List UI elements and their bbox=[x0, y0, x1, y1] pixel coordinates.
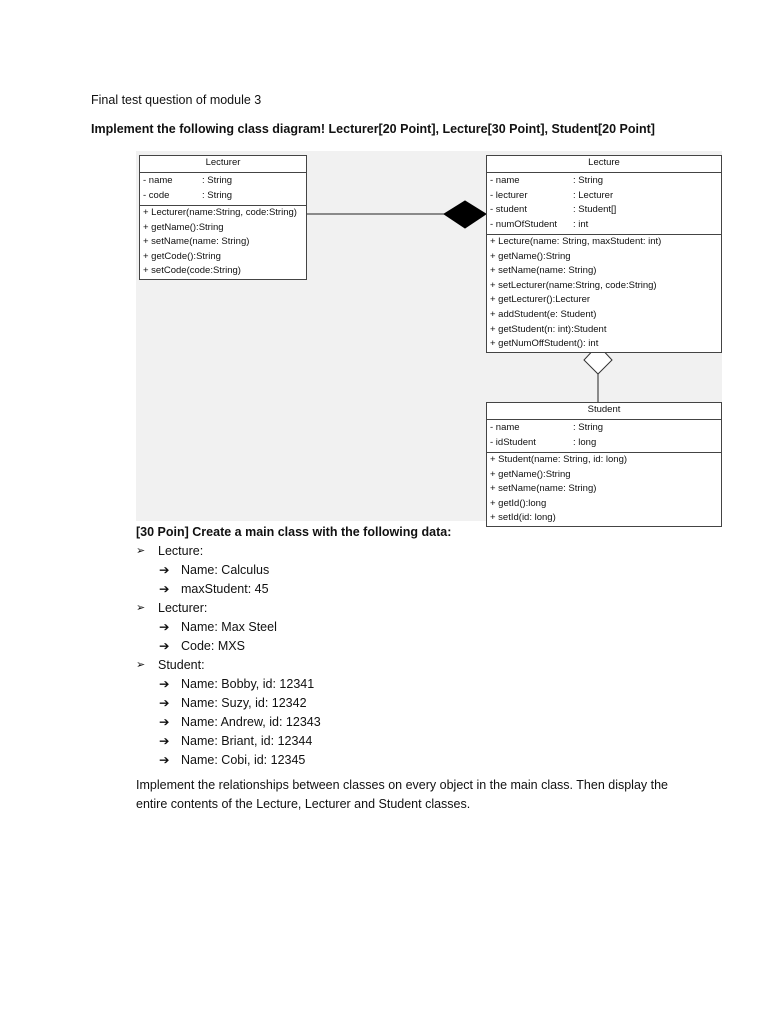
document-title: Final test question of module 3 bbox=[91, 93, 262, 107]
attribute-row bbox=[487, 174, 721, 189]
list-item-text: Name: Briant, id: 12344 bbox=[181, 734, 313, 748]
class-lecturer bbox=[139, 155, 307, 280]
attribute-type: : String bbox=[202, 175, 233, 186]
list-item-text: Name: Cobi, id: 12345 bbox=[181, 753, 306, 767]
method-row: + setId(id: long) bbox=[490, 512, 556, 524]
list-item-text: Name: Bobby, id: 12341 bbox=[181, 677, 315, 691]
group-label: Student: bbox=[158, 658, 205, 672]
class-lecturer-attributes bbox=[140, 173, 306, 206]
attribute-row bbox=[487, 218, 721, 233]
attribute-type: : Lecturer bbox=[573, 189, 614, 201]
method-row: + getName():String bbox=[143, 221, 224, 233]
composition-diamond bbox=[444, 201, 486, 228]
attribute-type: : Student[] bbox=[573, 204, 617, 215]
attribute-type: : int bbox=[573, 218, 589, 230]
attribute-name: - idStudent bbox=[490, 436, 536, 448]
method-row: + addStudent(e: Student) bbox=[490, 308, 597, 320]
list-item bbox=[136, 751, 451, 770]
class-lecturer-name: Lecturer bbox=[140, 156, 306, 173]
list-item bbox=[136, 713, 451, 732]
list-item bbox=[136, 732, 451, 751]
method-row: + setName(name: String) bbox=[490, 265, 597, 277]
group-lecture bbox=[136, 542, 451, 561]
class-student-methods bbox=[487, 453, 721, 526]
task-heading bbox=[136, 522, 451, 542]
attribute-row bbox=[140, 174, 306, 189]
group-label: Lecture: bbox=[158, 544, 204, 558]
method-row: + setLecturer(name:String, code:String) bbox=[490, 279, 657, 291]
closing-instruction: Implement the relationships between classes on every object in the main class. Then display the entire contents of the Lecture, Lecturer and Student classes. bbox=[136, 778, 669, 811]
class-lecture bbox=[486, 155, 722, 353]
list-item bbox=[136, 561, 451, 580]
attribute-name: - name bbox=[143, 175, 173, 186]
arrow-icon: ➔ bbox=[159, 620, 170, 634]
list-item-text: maxStudent: 45 bbox=[181, 582, 269, 596]
method-row: + getStudent(n: int):Student bbox=[490, 323, 607, 335]
attribute-name: - lecturer bbox=[490, 189, 528, 201]
class-student-name: Student bbox=[487, 403, 721, 420]
group-lecturer bbox=[136, 599, 451, 618]
instruction-text: Implement the following class diagram! Lecturer[20 Point], Lecture[30 Point], Student[20 Point] bbox=[91, 122, 655, 136]
attribute-name: - name bbox=[490, 422, 520, 433]
group-student bbox=[136, 656, 451, 675]
attribute-type: : String bbox=[573, 175, 604, 186]
arrow-icon: ➔ bbox=[159, 677, 170, 691]
class-student-attributes bbox=[487, 420, 721, 453]
list-item-text: Code: MXS bbox=[181, 639, 245, 653]
bullet-icon: ➢ bbox=[136, 602, 146, 614]
method-row: + Lecturer(name:String, code:String) bbox=[143, 207, 297, 218]
task-heading-text: Create a main class with the following data: bbox=[188, 525, 452, 539]
attribute-row bbox=[487, 421, 721, 436]
task-section bbox=[136, 522, 451, 770]
arrow-icon: ➔ bbox=[159, 753, 170, 767]
arrow-icon: ➔ bbox=[159, 582, 170, 596]
attribute-name: - code bbox=[143, 189, 170, 201]
list-item-text: Name: Max Steel bbox=[181, 620, 277, 634]
class-lecture-attributes bbox=[487, 173, 721, 235]
attribute-name: - name bbox=[490, 175, 520, 186]
class-diagram bbox=[136, 151, 722, 524]
attribute-row bbox=[487, 436, 721, 451]
arrow-icon: ➔ bbox=[159, 563, 170, 577]
list-item bbox=[136, 618, 451, 637]
class-lecturer-methods bbox=[140, 206, 306, 279]
method-row: + Student(name: String, id: long) bbox=[490, 454, 628, 465]
method-row: + getLecturer():Lecturer bbox=[490, 294, 591, 306]
method-row: + getNumOffStudent(): int bbox=[490, 338, 599, 350]
list-item-text: Name: Suzy, id: 12342 bbox=[181, 696, 307, 710]
bullet-icon: ➢ bbox=[136, 545, 146, 557]
attribute-row bbox=[487, 189, 721, 204]
method-row: + setCode(code:String) bbox=[143, 265, 241, 277]
method-row: + getName():String bbox=[490, 468, 571, 480]
method-row: + getId():long bbox=[490, 497, 547, 509]
class-student bbox=[486, 402, 722, 527]
arrow-icon: ➔ bbox=[159, 715, 170, 729]
attribute-name: - numOfStudent bbox=[490, 218, 558, 230]
task-heading-bold: [30 Poin] bbox=[136, 525, 189, 539]
list-item-text: Name: Andrew, id: 12343 bbox=[181, 715, 321, 729]
list-item-text: Name: Calculus bbox=[181, 563, 270, 577]
list-item bbox=[136, 580, 451, 599]
arrow-icon: ➔ bbox=[159, 639, 170, 653]
list-item bbox=[136, 675, 451, 694]
attribute-row bbox=[487, 203, 721, 218]
attribute-type: : String bbox=[573, 422, 604, 433]
list-item bbox=[136, 637, 451, 656]
list-item bbox=[136, 694, 451, 713]
method-row: + getCode():String bbox=[143, 250, 221, 262]
attribute-type: : long bbox=[573, 436, 597, 448]
attribute-row bbox=[140, 189, 306, 204]
arrow-icon: ➔ bbox=[159, 696, 170, 710]
bullet-icon: ➢ bbox=[136, 659, 146, 671]
class-lecture-name: Lecture bbox=[487, 156, 721, 173]
group-label: Lecturer: bbox=[158, 601, 208, 615]
method-row: + Lecture(name: String, maxStudent: int) bbox=[490, 236, 662, 247]
class-lecture-methods bbox=[487, 235, 721, 352]
method-row: + setName(name: String) bbox=[490, 483, 597, 495]
method-row: + setName(name: String) bbox=[143, 236, 250, 248]
arrow-icon: ➔ bbox=[159, 734, 170, 748]
attribute-name: - student bbox=[490, 204, 527, 215]
attribute-type: : String bbox=[202, 189, 233, 201]
method-row: + getName():String bbox=[490, 250, 571, 262]
